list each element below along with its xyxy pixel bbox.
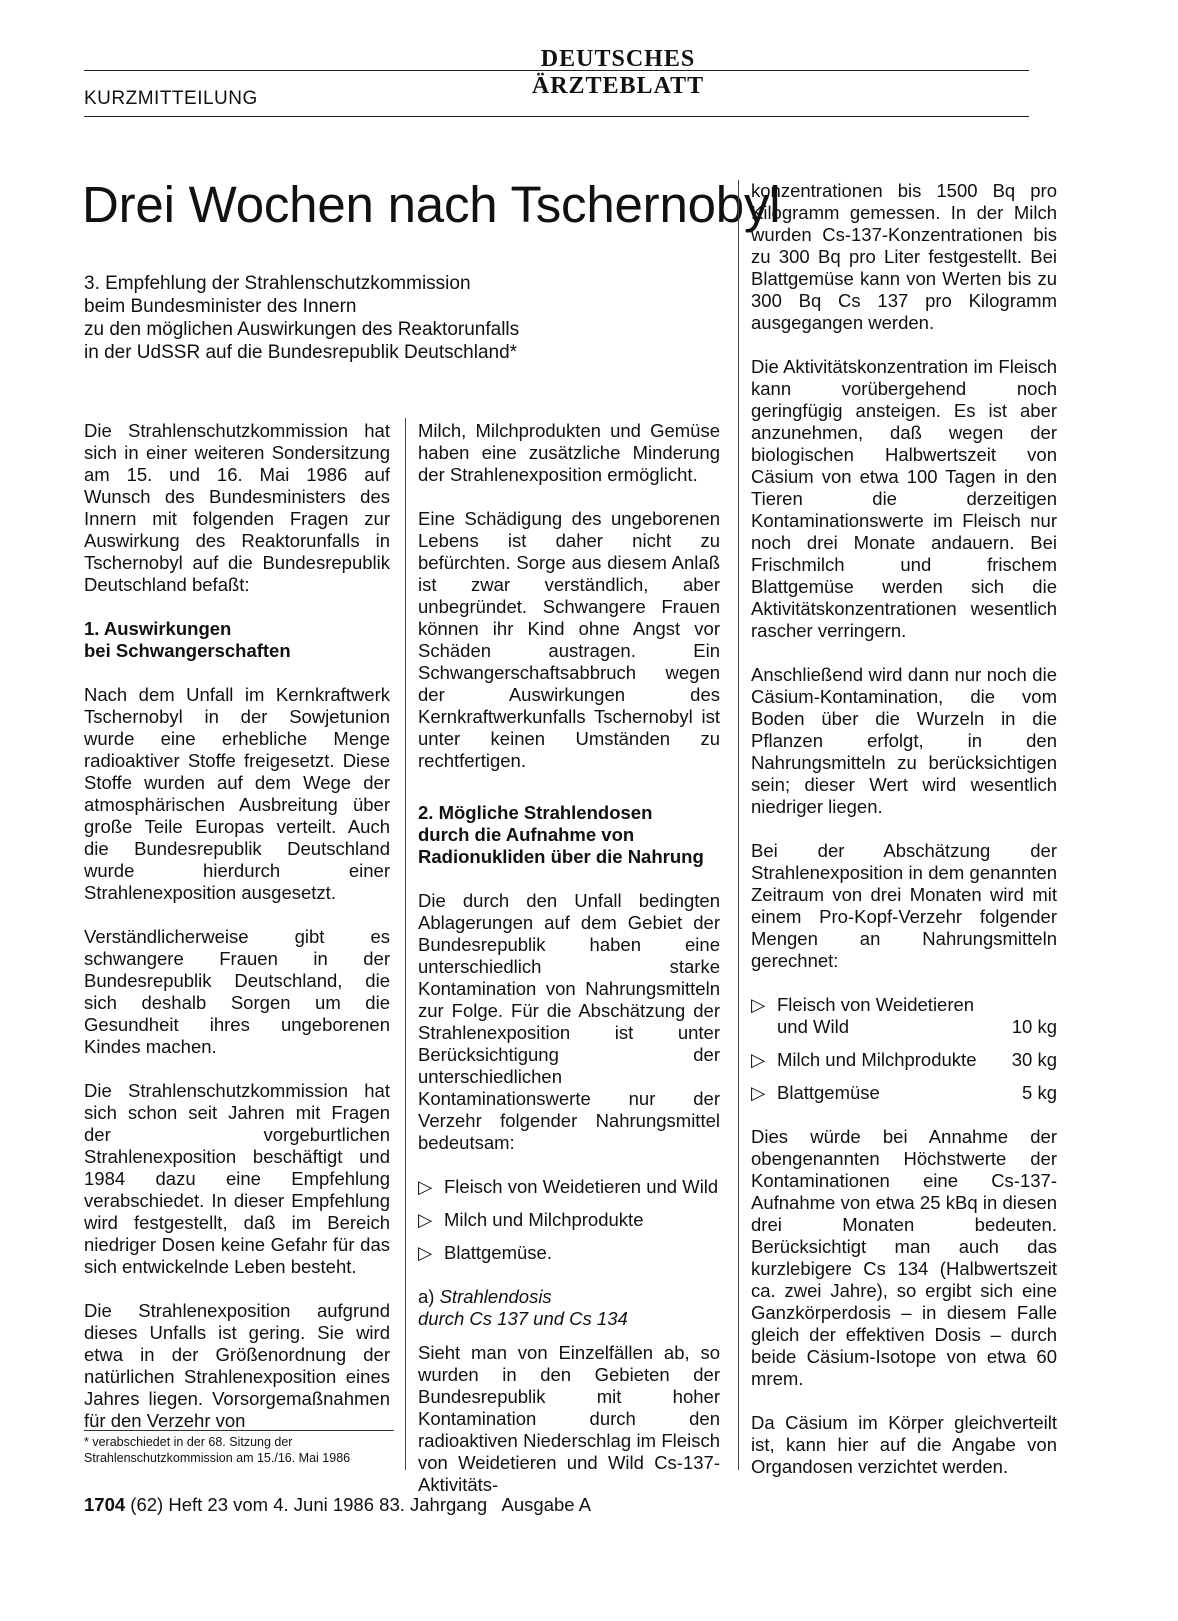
subsection-heading: [418, 1286, 720, 1330]
list-item-text: Blattgemüse: [777, 1082, 880, 1103]
issue-info: (62) Heft 23 vom 4. Juni 1986 83. Jahrgang Ausgabe A: [130, 1494, 592, 1515]
heading-line: 1. Auswirkungen: [84, 618, 232, 639]
list-item-text: Milch und Milchprodukte: [444, 1209, 644, 1230]
subtitle-line: in der UdSSR auf die Bundesrepublik Deutschland*: [84, 342, 518, 363]
triangle-right-outline-icon: ▷: [418, 1176, 433, 1197]
section-heading: [418, 802, 720, 868]
paragraph: Dies würde bei Annahme der obengenannten Höchstwerte der Kontaminationen eine Cs-137-Aufnahme von etwa 25 kBq in diesen drei Monaten bedeuten. Berücksichtigt man auch das kurzlebigere Cs 134 (Halbwertszeit ca. zwei Jahre), so ergibt sich eine Ganzkörperdosis – in diesem Falle gleich der effektiven Dosis – durch beide Cäsium-Isotope von etwa 60 mrem.: [751, 1126, 1057, 1389]
section-heading: [84, 618, 390, 662]
list-item-text: Fleisch von Weidetieren und Wild: [444, 1176, 719, 1197]
footnote-rule: [84, 1430, 394, 1431]
paragraph: Die Strahlenschutzkommission hat sich in einer weiteren Sondersitzung am 15. und 16. Mai 1986 auf Wunsch des Bundesministers des Innern mit folgenden Fragen zur Auswirkung des Reaktorunfalls in Tschernobyl auf die Bundesrepublik Deutschland befaßt:: [84, 420, 390, 595]
footnote: * verabschiedet in der 68. Sitzung der Strahlenschutzkommission am 15./16. Mai 1986: [84, 1435, 351, 1465]
page-footer: [84, 1494, 591, 1516]
list-item-text: Fleisch von Weidetieren und Wild: [777, 994, 975, 1037]
paragraph: Die durch den Unfall bedingten Ablagerungen auf dem Gebiet der Bundesrepublik haben eine unterschiedlich starke Kontamination von Nahrungsmitteln zur Folge. Für die Abschätzung der Strahlenexposition ist unter Berücksichtigung der unterschiedlichen Kontaminationswerte nur der Verzehr folgender Nahrungsmittel bedeutsam:: [418, 890, 720, 1153]
section-label: KURZMITTEILUNG: [84, 88, 258, 109]
column-divider: [738, 180, 739, 1470]
column-1: [84, 420, 390, 1432]
list-item: [751, 1049, 1057, 1071]
section-rule: [84, 116, 1029, 117]
consumption-list: [751, 994, 1057, 1104]
triangle-right-outline-icon: ▷: [751, 1049, 766, 1070]
paragraph: Sieht man von Einzelfällen ab, so wurden in den Gebieten der Bundesrepublik mit hoher Kontamination durch den radioaktiven Niederschlag im Fleisch von Weidetieren und Wild Cs-137-Aktivitäts-: [418, 1342, 720, 1495]
triangle-right-outline-icon: ▷: [418, 1209, 433, 1230]
paragraph: Die Strahlenschutzkommission hat sich schon seit Jahren mit Fragen der vorgeburtlichen Strahlenexposition beschäftigt und 1984 dazu eine Empfehlung verabschiedet. In dieser Empfehlung wird festgestellt, daß im Bereich niedriger Dosen keine Gefahr für das sich entwickelnde Leben besteht.: [84, 1080, 390, 1277]
quantity: 5 kg: [1022, 1082, 1057, 1103]
triangle-right-outline-icon: ▷: [751, 994, 766, 1015]
subsection-title-line: Strahlendosis: [439, 1286, 552, 1307]
subsection-prefix: a): [418, 1286, 435, 1307]
subsection-title-line: durch Cs 137 und Cs 134: [418, 1308, 628, 1329]
page-number: 1704: [84, 1494, 126, 1515]
list-item: [751, 994, 1057, 1038]
masthead: DEUTSCHES ÄRZTEBLATT: [531, 46, 705, 99]
subtitle-line: zu den möglichen Auswirkungen des Reaktorunfalls: [84, 319, 520, 340]
paragraph: Die Strahlenexposition aufgrund dieses Unfalls ist gering. Sie wird etwa in der Größenordnung der natürlichen Strahlenexposition eines Jahres liegen. Vorsorgemaßnahmen für den Verzehr von: [84, 1300, 390, 1431]
article-title: Drei Wochen nach Tschernobyl: [82, 176, 781, 233]
heading-line: durch die Aufnahme von Radionukliden über die Nahrung: [418, 824, 704, 867]
triangle-right-outline-icon: ▷: [751, 1082, 766, 1103]
triangle-right-outline-icon: ▷: [418, 1242, 433, 1263]
list-item: [418, 1242, 720, 1264]
list-item: [751, 1082, 1057, 1104]
paragraph: Anschließend wird dann nur noch die Cäsium-Kontamination, die vom Boden über die Wurzeln in die Pflanzen erfolgt, in den Nahrungsmitteln zu berücksichtigen sein; dieser Wert wird wesentlich niedriger liegen.: [751, 664, 1057, 817]
list-item-text: Milch und Milchprodukte: [777, 1049, 977, 1070]
article-subtitle: [84, 272, 724, 364]
column-3: [751, 180, 1057, 1478]
paragraph: Bei der Abschätzung der Strahlenexposition in dem genannten Zeitraum von drei Monaten wird mit einem Pro-Kopf-Verzehr folgender Mengen an Nahrungsmitteln gerechnet:: [751, 840, 1057, 971]
paragraph: Verständlicherweise gibt es schwangere Frauen in der Bundesrepublik Deutschland, die sich deshalb Sorgen um die Gesundheit ihres ungeborenen Kindes machen.: [84, 926, 390, 1057]
paragraph: Milch, Milchprodukten und Gemüse haben eine zusätzliche Minderung der Strahlenexposition ermöglicht.: [418, 420, 720, 485]
paragraph: Nach dem Unfall im Kernkraftwerk Tschernobyl in der Sowjetunion wurde eine erhebliche Menge radioaktiver Stoffe freigesetzt. Diese Stoffe wurden auf dem Wege der atmosphärischen Ausbreitung über große Teile Europas verteilt. Auch die Bundesrepublik Deutschland wurde hierdurch einer Strahlenexposition ausgesetzt.: [84, 684, 390, 903]
masthead-rule: [84, 70, 1029, 71]
list-item-text: Blattgemüse.: [444, 1242, 552, 1263]
subtitle-line: 3. Empfehlung der Strahlenschutzkommission: [84, 273, 471, 294]
quantity: 30 kg: [1011, 1049, 1057, 1070]
paragraph: Da Cäsium im Körper gleichverteilt ist, kann hier auf die Angabe von Organdosen verzichtet werden.: [751, 1412, 1057, 1477]
heading-line: bei Schwangerschaften: [84, 640, 291, 661]
subtitle-line: beim Bundesminister des Innern: [84, 296, 357, 317]
paragraph: Eine Schädigung des ungeborenen Lebens ist daher nicht zu befürchten. Sorge aus diesem Anlaß ist zwar verständlich, aber unbegründet. Schwangere Frauen können ihr Kind ohne Angst vor Schäden austragen. Ein Schwangerschaftsabbruch wegen der Auswirkungen des Kernkraftwerkunfalls Tschernobyl ist unter keinen Umständen zu rechtfertigen.: [418, 508, 720, 771]
paragraph: konzentrationen bis 1500 Bq pro Kilogramm gemessen. In der Milch wurden Cs-137-Konzentrationen bis zu 300 Bq pro Liter festgestellt. Bei Blattgemüse kann von Werten bis zu 300 Bq Cs 137 pro Kilogramm ausgegangen werden.: [751, 180, 1057, 333]
column-divider: [405, 418, 406, 1470]
list-item: [418, 1176, 720, 1198]
list-item: [418, 1209, 720, 1231]
paragraph: Die Aktivitätskonzentration im Fleisch kann vorübergehend noch geringfügig ansteigen. Es ist aber anzunehmen, daß wegen der biologischen Halbwertszeit von Cäsium von etwa 100 Tagen in den Tieren die derzeitigen Kontaminationswerte im Fleisch nur noch drei Monate andauern. Bei Frischmilch und frischem Blattgemüse werden sich die Aktivitätskonzentrationen wesentlich rascher verringern.: [751, 356, 1057, 641]
food-list: [418, 1176, 720, 1264]
heading-line: 2. Mögliche Strahlendosen: [418, 802, 653, 823]
quantity: 10 kg: [1011, 1016, 1057, 1037]
column-2: [418, 420, 720, 1496]
